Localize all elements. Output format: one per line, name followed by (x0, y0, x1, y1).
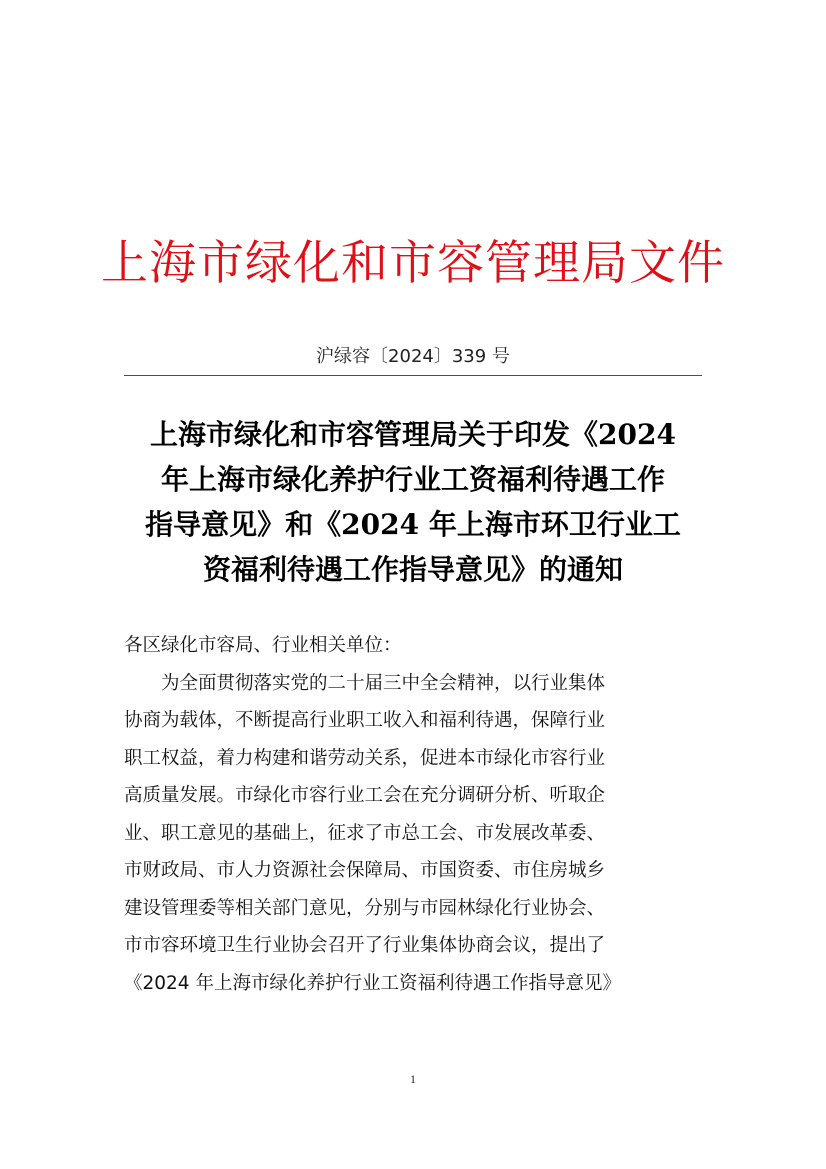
document-headline (110, 412, 716, 592)
headline-line: 年上海市绿化养护行业工资福利待遇工作 (160, 463, 665, 496)
paragraph-line: 业、职工意见的基础上，征求了市总工会、市发展改革委、 (124, 822, 606, 844)
headline-line: 资福利待遇工作指导意见》的通知 (202, 553, 623, 586)
paragraph-line: 协商为载体，不断提高行业职工收入和福利待遇，保障行业 (124, 710, 606, 731)
paragraph-line: 市财政局、市人力资源社会保障局、市国资委、市住房城乡 (124, 860, 606, 881)
paragraph-line: 建设管理委等相关部门意见，分别与市园林绿化行业协会、 (124, 897, 606, 919)
body-text (124, 627, 704, 1002)
salutation: 各区绿化市容局、行业相关单位： (124, 635, 402, 656)
paragraph-line: 《2024 年上海市绿化养护行业工资福利待遇工作指导意见》 (124, 972, 621, 994)
headline-line: 上海市绿化和市容管理局关于印发《2024 (150, 418, 676, 451)
issuing-authority-title: 上海市绿化和市容管理局文件 (101, 236, 725, 291)
paragraph-line: 职工权益，着力构建和谐劳动关系，促进本市绿化市容行业 (124, 747, 606, 769)
paragraph-line: 为全面贯彻落实党的二十届三中全会精神，以行业集体 (124, 672, 606, 694)
paragraph-line: 高质量发展。市绿化市容行业工会在充分调研分析、听取企 (124, 785, 606, 806)
paragraph-line: 市市容环境卫生行业协会召开了行业集体协商会议，提出了 (124, 935, 606, 956)
page-number: 1 (410, 1072, 416, 1086)
red-separator-line (124, 375, 702, 376)
document-number: 沪绿容〔2024〕339 号 (316, 346, 510, 367)
headline-line: 指导意见》和《2024 年上海市环卫行业工 (145, 508, 681, 541)
